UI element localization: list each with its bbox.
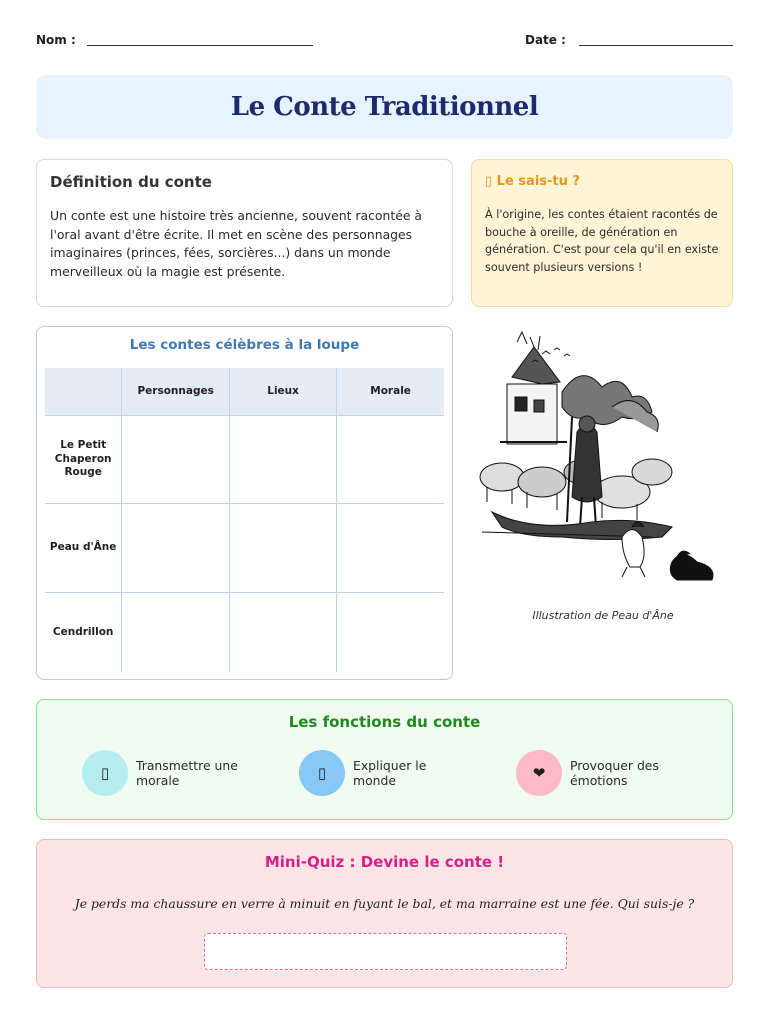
table-corner-cell xyxy=(45,368,122,415)
page-title: Le Conte Traditionnel xyxy=(230,92,539,122)
table-cell-lieux[interactable] xyxy=(230,504,337,593)
definition-card xyxy=(36,159,453,307)
definition-heading: Définition du conte xyxy=(50,173,212,191)
header-row xyxy=(36,33,733,53)
table-cell-personnages[interactable] xyxy=(122,415,230,504)
placeholder-icon: ▯ xyxy=(299,750,345,796)
table-row xyxy=(45,504,444,593)
table-cell-morale[interactable] xyxy=(337,504,444,593)
table-cell-morale[interactable] xyxy=(337,415,444,504)
function-label: Transmettre une morale xyxy=(136,758,238,788)
row-label: Cendrillon xyxy=(45,592,122,672)
table-header-row xyxy=(45,368,444,415)
function-item-emotions xyxy=(516,750,716,797)
famous-tales-card xyxy=(36,326,453,680)
table-cell-personnages[interactable] xyxy=(122,592,230,672)
heart-icon: ❤ xyxy=(516,750,562,796)
column-header-lieux: Lieux xyxy=(230,368,337,415)
illustration-caption: Illustration de Peau d'Âne xyxy=(532,609,674,622)
famous-tales-table xyxy=(45,368,444,672)
quiz-answer-input[interactable] xyxy=(204,933,567,970)
quiz-question: Je perds ma chaussure en verre à minuit en fuyant le bal, et ma marraine est une fée. Qui suis-je ? xyxy=(74,896,695,911)
did-you-know-heading: ▯ Le sais-tu ? xyxy=(485,174,580,189)
peau-d-ane-illustration xyxy=(472,322,734,602)
function-item-monde xyxy=(299,750,499,797)
table-cell-morale[interactable] xyxy=(337,592,444,672)
table-cell-lieux[interactable] xyxy=(230,592,337,672)
table-cell-personnages[interactable] xyxy=(122,504,230,593)
placeholder-icon: ▯ xyxy=(82,750,128,796)
row-label: Le Petit Chaperon Rouge xyxy=(45,415,122,504)
column-header-morale: Morale xyxy=(337,368,444,415)
title-banner xyxy=(36,75,733,139)
did-you-know-text: À l'origine, les contes étaient racontés de bouche à oreille, de génération en génération. C'est pour cela qu'il en existe souvent plusieurs versions ! xyxy=(485,208,719,274)
quiz-card xyxy=(36,839,733,988)
row-label: Peau d'Âne xyxy=(45,504,122,593)
nom-field-line[interactable] xyxy=(87,45,313,46)
famous-tales-heading: Les contes célèbres à la loupe xyxy=(129,337,360,353)
nom-label: Nom : xyxy=(36,33,76,47)
table-row xyxy=(45,592,444,672)
function-item-morale xyxy=(82,750,282,797)
date-label: Date : xyxy=(525,33,566,47)
functions-card xyxy=(36,699,733,820)
table-row xyxy=(45,415,444,504)
function-label: Expliquer le monde xyxy=(353,758,427,788)
functions-heading: Les fonctions du conte xyxy=(288,713,481,731)
function-label: Provoquer des émotions xyxy=(570,758,659,788)
did-you-know-card xyxy=(471,159,733,307)
table-cell-lieux[interactable] xyxy=(230,415,337,504)
column-header-personnages: Personnages xyxy=(122,368,230,415)
definition-text: Un conte est une histoire très ancienne, souvent racontée à l'oral avant d'être écrite. Il met en scène des personnages imaginaires (princes, fées, sorcières...) dans un monde merveilleux où la magie est présente. xyxy=(50,208,422,279)
quiz-heading: Mini-Quiz : Devine le conte ! xyxy=(264,853,505,871)
date-field-line[interactable] xyxy=(579,45,733,46)
